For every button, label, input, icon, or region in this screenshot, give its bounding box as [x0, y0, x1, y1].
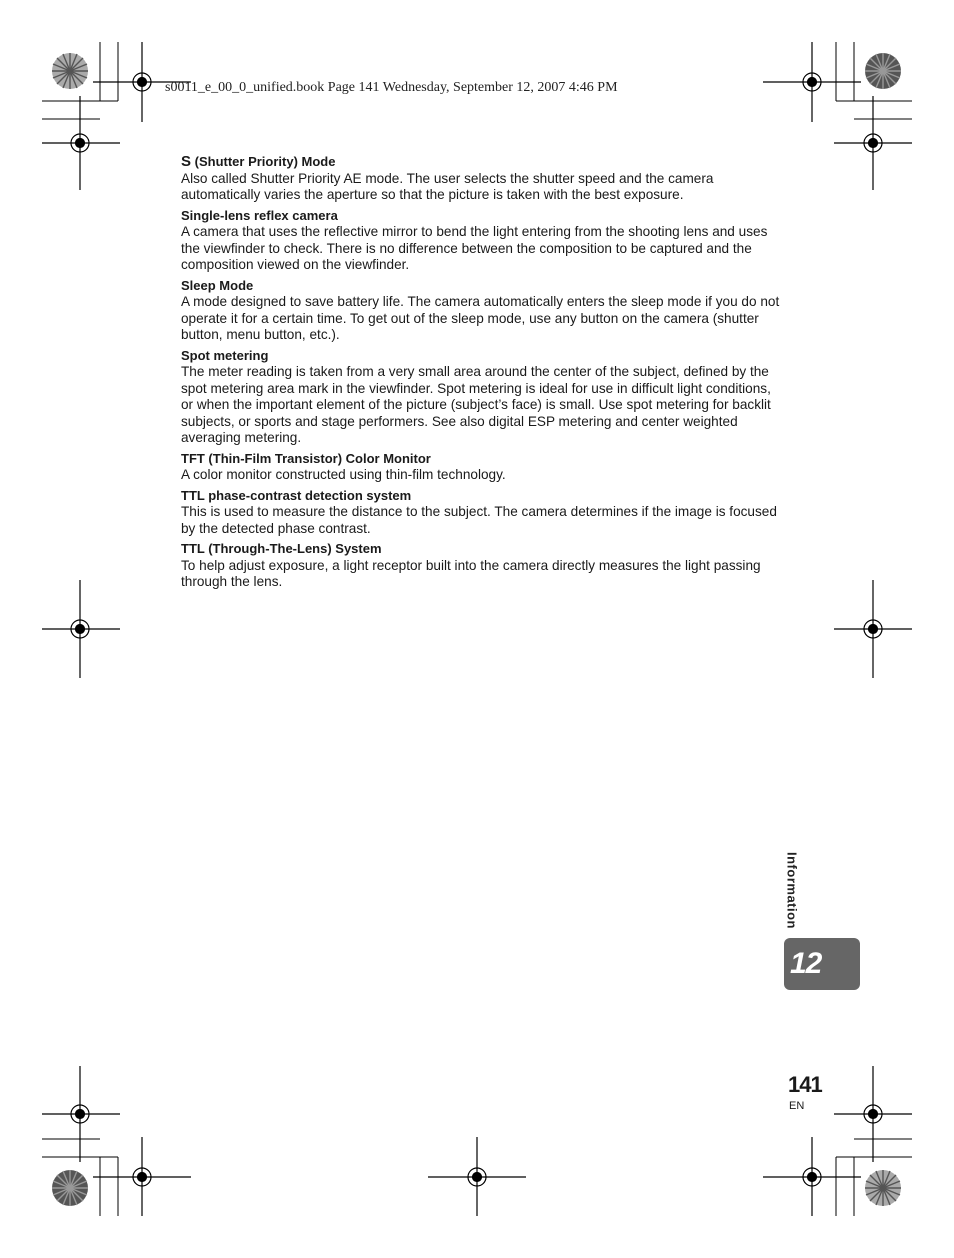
- star-target-icon: [865, 1170, 901, 1206]
- language-code: EN: [789, 1100, 805, 1112]
- registration-mark-icon: [42, 1066, 120, 1162]
- glossary-entry: [181, 154, 781, 204]
- glossary-entry: [181, 278, 781, 344]
- registration-mark-icon: [763, 1137, 861, 1216]
- glossary-term: Single-lens reflex camera: [181, 207, 338, 223]
- glossary-definition: A color monitor constructed using thin-film technology.: [181, 467, 506, 482]
- glossary-definition: To help adjust exposure, a light receptor built into the camera directly measures the light passing through the lens.: [181, 557, 761, 589]
- registration-mark-icon: [834, 1066, 912, 1162]
- glossary-term: Spot metering: [181, 347, 269, 363]
- section-label-text: Information: [784, 852, 800, 929]
- glossary-definition: The meter reading is taken from a very small area around the center of the subject, defined by the spot metering area mark in the viewfinder. Spot metering is ideal for use in difficult light conditions, or when the important element of the picture (subject’s face) is small. Use spot metering for backlit subjects, or sports and stage performers. See also digital ESP metering and center weighted averaging metering.: [181, 364, 771, 445]
- term-text: (Shutter Priority) Mode: [191, 154, 336, 169]
- chapter-tab: [784, 938, 860, 990]
- print-header: s0011_e_00_0_unified.book Page 141 Wednesday, September 12, 2007 4:46 PM: [165, 80, 618, 95]
- glossary-term: TTL phase-contrast detection system: [181, 487, 412, 503]
- glossary-definition: Also called Shutter Priority AE mode. The user selects the shutter speed and the camera automatically varies the aperture so that the picture is taken with the best exposure.: [181, 170, 714, 202]
- registration-mark-icon: [42, 96, 120, 190]
- mode-letter: S: [181, 153, 192, 170]
- registration-mark-icon: [834, 580, 912, 678]
- registration-mark-icon: [428, 1137, 526, 1216]
- star-target-icon: [865, 53, 901, 89]
- glossary-entry: [181, 208, 781, 274]
- star-target-icon: [52, 53, 88, 89]
- registration-mark-icon: [93, 1137, 191, 1216]
- glossary-entry: [181, 451, 781, 484]
- glossary-definition: This is used to measure the distance to the subject. The camera determines if the image is focused by the detected phase contrast.: [181, 504, 777, 536]
- registration-mark-icon: [834, 96, 912, 190]
- star-target-icon: [52, 1170, 88, 1206]
- glossary-definition: A mode designed to save battery life. The camera automatically enters the sleep mode if you do not operate it for a certain time. To get out of the sleep mode, use any button on the camera (shutter button, menu button, etc.).: [181, 294, 780, 342]
- glossary-entry: [181, 541, 781, 591]
- glossary-list: [181, 154, 781, 595]
- glossary-definition: A camera that uses the reflective mirror to bend the light entering from the shooting lens and uses the viewfinder to check. There is no difference between the composition to be captured and the composition viewed on the viewfinder.: [181, 224, 768, 272]
- section-label: [782, 852, 802, 932]
- glossary-term: [181, 154, 781, 171]
- chapter-number: 12: [790, 947, 822, 980]
- registration-mark-icon: [42, 580, 120, 678]
- glossary-entry: [181, 488, 781, 538]
- glossary-term: TFT (Thin-Film Transistor) Color Monitor: [181, 450, 431, 466]
- glossary-entry: [181, 348, 781, 447]
- glossary-term: Sleep Mode: [181, 277, 254, 293]
- glossary-term: TTL (Through-The-Lens) System: [181, 541, 382, 556]
- page-number: 141: [788, 1072, 822, 1097]
- registration-mark-icon: [763, 42, 861, 122]
